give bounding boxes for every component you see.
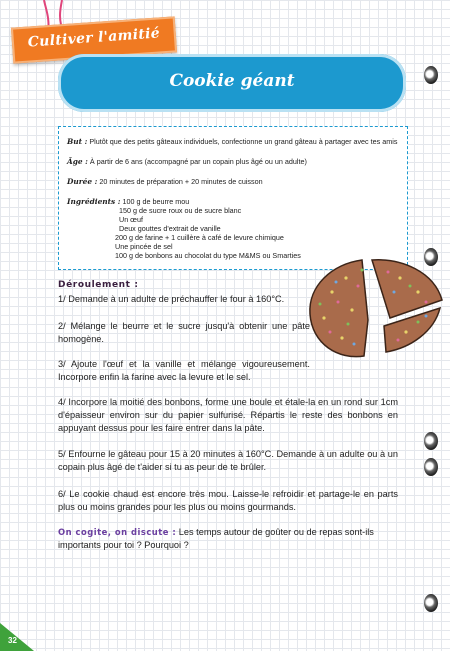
discussion-label: On cogite, on discute : (58, 527, 177, 537)
step-5: 5/ Enfourne le gâteau pour 15 à 20 minutes à 160°C. Demande à un adulte ou à un copain plus âgé de t'aider si tu as peur de te brûler. (58, 449, 398, 472)
steps-heading: Déroulement : (58, 280, 139, 290)
page-number: 32 (8, 636, 17, 645)
info-but-text: Plutôt que des petits gâteaux individuels, confectionne un grand gâteau à partager avec tes amis (89, 137, 398, 146)
giant-cookie-illustration (302, 252, 448, 372)
recipe-title: Cookie géant (169, 71, 295, 91)
ingredient-item: 100 g de bonbons au chocolat du type M&MS ou Smarties (115, 251, 301, 260)
ingredient-item: 150 g de sucre roux ou de sucre blanc (119, 206, 242, 215)
step-4: 4/ Incorpore la moitié des bonbons, forme une boule et étale-la en un rond sur 1cm d'épaisseur environ sur du papier sulfurisé. Répartis le reste des bonbons en appuyant dessus pour les faire entrer dans la pâte. (58, 397, 398, 433)
info-duree (67, 177, 263, 186)
ingredient-item: 200 g de farine + 1 cuillère à café de levure chimique (115, 233, 284, 242)
info-duree-label: Durée : (67, 177, 98, 186)
step-3: 3/ Ajoute l'œuf et la vanille et mélange vigoureusement. Incorpore enfin la farine avec la levure et le sel. (58, 359, 310, 382)
info-age-label: Âge : (67, 157, 88, 166)
step-6: 6/ Le cookie chaud est encore très mou. Laisse-le refroidir et partage-le en parts plus ou moins grandes pour les plus ou moins gourmands. (58, 489, 398, 512)
binder-ring-icon (424, 432, 438, 450)
step-2: 2/ Mélange le beurre et le sucre jusqu'à obtenir une pâte homogène. (58, 321, 310, 344)
recipe-title-bar (58, 54, 406, 112)
ingredient-item: 100 g de beurre mou (122, 197, 190, 206)
discussion-text: Les temps autour de goûter ou de repas sont-ils importants pour toi ? Pourquoi ? (58, 527, 374, 550)
info-ingredients-label: Ingrédients : (67, 197, 121, 206)
binder-ring-icon (424, 594, 438, 612)
binder-ring-icon (424, 458, 438, 476)
info-age-text: À partir de 6 ans (accompagné par un copain plus âgé ou un adulte) (89, 157, 307, 166)
info-ingredients (67, 197, 189, 206)
info-but (67, 137, 397, 146)
info-duree-text: 20 minutes de préparation + 20 minutes de cuisson (99, 177, 263, 186)
recipe-info-box (58, 126, 408, 270)
binder-ring-icon (424, 66, 438, 84)
ingredient-item: Deux gouttes d'extrait de vanille (119, 224, 221, 233)
ingredient-item: Une pincée de sel (115, 242, 173, 251)
info-age (67, 157, 307, 166)
info-but-label: But : (67, 137, 88, 146)
ingredient-item: Un œuf (119, 215, 143, 224)
page-corner-decoration (0, 623, 34, 651)
step-1: 1/ Demande à un adulte de préchauffer le four à 160°C. (58, 294, 285, 304)
discussion-prompt (58, 526, 398, 552)
section-banner-label: Cultiver l'amitié (27, 25, 161, 51)
